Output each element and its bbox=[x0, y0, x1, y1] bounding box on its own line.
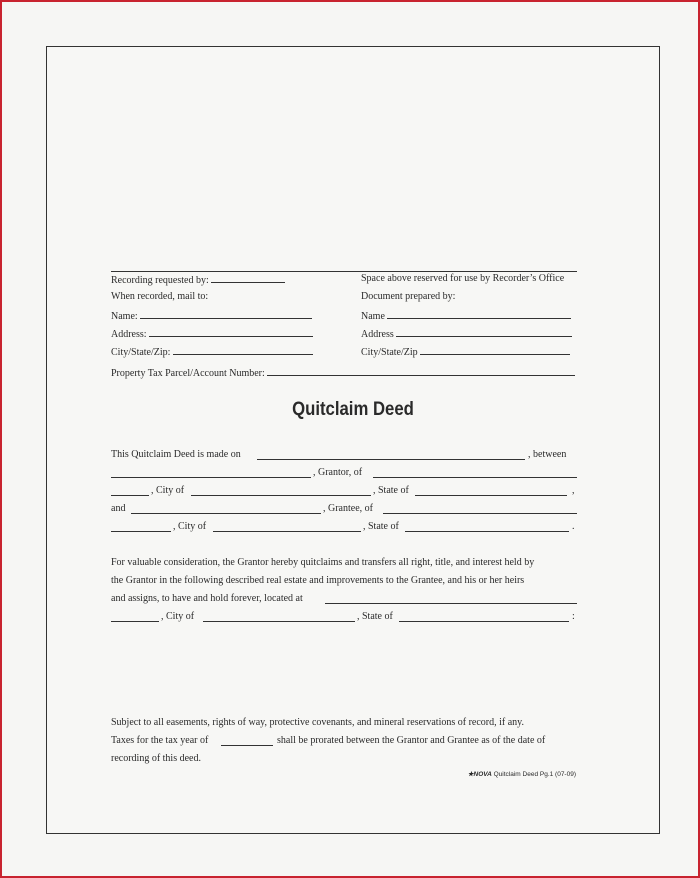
nova-logo: ★NOVA bbox=[467, 771, 492, 778]
subject-line-3: recording of this deed. bbox=[111, 753, 201, 764]
tax-year-row: Taxes for the tax year of shall be prorated between the Grantor and Grantee as of the date of bbox=[111, 735, 546, 746]
prepared-by-city-field[interactable]: City/State/Zip bbox=[361, 345, 570, 359]
property-location-row: and assigns, to have and hold forever, located at bbox=[111, 593, 577, 607]
grantee-county-blank[interactable] bbox=[111, 531, 171, 532]
recording-requested-by-field[interactable]: Recording requested by: bbox=[111, 273, 285, 287]
property-location-blank[interactable] bbox=[325, 603, 577, 604]
grantee-city-row: , City of , State of . bbox=[111, 521, 577, 535]
tax-year-blank[interactable] bbox=[221, 745, 273, 746]
prepared-by-city-blank[interactable] bbox=[420, 345, 570, 355]
mail-to-address-blank[interactable] bbox=[149, 327, 313, 337]
grantee-row: and , Grantee, of bbox=[111, 503, 577, 517]
grantee-name-blank[interactable] bbox=[131, 513, 321, 514]
deed-date-row: This Quitclaim Deed is made on , between bbox=[111, 449, 567, 460]
deed-date-blank[interactable] bbox=[257, 459, 525, 460]
grantee-city-blank[interactable] bbox=[213, 531, 361, 532]
prepared-by-address-blank[interactable] bbox=[396, 327, 572, 337]
mail-to-city-blank[interactable] bbox=[173, 345, 313, 355]
parcel-number-blank[interactable] bbox=[267, 366, 575, 376]
consideration-line-1: For valuable consideration, the Grantor hereby quitclaims and transfers all right, title, and interest held by bbox=[111, 557, 535, 568]
property-county-blank[interactable] bbox=[111, 621, 159, 622]
grantor-row: , Grantor, of bbox=[111, 467, 577, 481]
prepared-by-name-field[interactable]: Name bbox=[361, 309, 571, 323]
parcel-number-field[interactable]: Property Tax Parcel/Account Number: bbox=[111, 366, 575, 380]
recording-requested-by-blank[interactable] bbox=[211, 273, 285, 283]
header-top-rule bbox=[111, 271, 577, 272]
grantor-name-blank[interactable] bbox=[111, 477, 311, 478]
form-id-text: Quitclaim Deed Pg.1 (07-09) bbox=[493, 771, 576, 778]
grantee-of-blank[interactable] bbox=[383, 513, 577, 514]
property-state-blank[interactable] bbox=[399, 621, 569, 622]
grantor-city-row: , City of , State of , bbox=[111, 485, 577, 499]
subject-line-1: Subject to all easements, rights of way, protective covenants, and mineral reservations of record, if any. bbox=[111, 717, 525, 728]
grantor-city-blank[interactable] bbox=[191, 495, 371, 496]
grantor-state-blank[interactable] bbox=[415, 495, 567, 496]
mail-to-name-field[interactable]: Name: bbox=[111, 309, 312, 323]
property-city-blank[interactable] bbox=[203, 621, 355, 622]
mail-to-address-field[interactable]: Address: bbox=[111, 327, 313, 341]
grantor-of-blank[interactable] bbox=[373, 477, 577, 478]
document-title: Quitclaim Deed bbox=[292, 399, 414, 420]
prepared-by-name-blank[interactable] bbox=[387, 309, 571, 319]
property-city-row: , City of , State of : bbox=[111, 611, 577, 625]
mail-to-city-field[interactable]: City/State/Zip: bbox=[111, 345, 313, 359]
form-footer bbox=[468, 770, 576, 778]
grantee-state-blank[interactable] bbox=[405, 531, 569, 532]
prepared-by-label: Document prepared by: bbox=[361, 291, 456, 302]
recorder-space-note: Space above reserved for use by Recorder’s Office bbox=[361, 273, 565, 284]
consideration-line-2: the Grantor in the following described real estate and improvements to the Grantee, and his or her heirs bbox=[111, 575, 525, 586]
grantor-county-blank[interactable] bbox=[111, 495, 149, 496]
mail-to-label: When recorded, mail to: bbox=[111, 291, 209, 302]
prepared-by-address-field[interactable]: Address bbox=[361, 327, 572, 341]
deed-form-page bbox=[46, 46, 660, 834]
mail-to-name-blank[interactable] bbox=[140, 309, 312, 319]
